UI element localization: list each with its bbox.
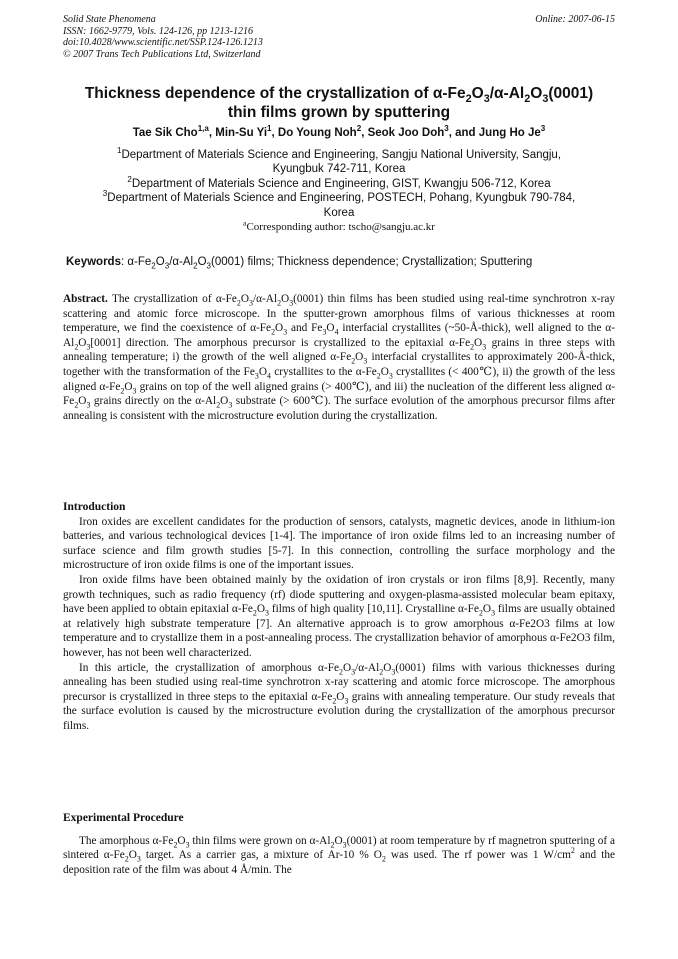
affiliation-cont: Kyungbuk 742-711, Korea	[272, 163, 406, 176]
journal-name: Solid State Phenomena	[63, 14, 156, 25]
affiliation: $^1$Department of Materials Science and Engineering, Sangju National University, Sangju,	[116, 146, 562, 161]
author-list: Tae Sik Cho$^{1,a}$, Min-Su Yi$^1$, Do Young Noh$^2$, Seok Joo Doh$^3$, and Jung Ho Je$^3$	[132, 124, 546, 139]
copyright-line: © 2007 Trans Tech Publications Ltd, Switzerland	[63, 48, 261, 60]
affiliation: $^3$Department of Materials Science and Engineering, POSTECH, Pohang, Kyungbuk 790-784,	[102, 189, 576, 205]
affiliation: $^2$Department of Materials Science and Engineering, GIST, Kwangju 506-712, Korea	[127, 174, 551, 190]
corresponding-author: $^a$Corresponding author: tscho@sangju.ac.kr	[243, 218, 435, 234]
paragraph: Iron oxide films have been obtained mainly by the oxidation of iron crystals or iron films [8,9]. Recently, many growth techniques, such as radio frequency (rf) diode sputtering and oxygen-plasma-assisted molecular beam epitaxy, have been applied to obtain epitaxial $\alpha-Fe_2O_3$ films of high quality [10,11]. Crystalline $\alpha-Fe_2O_3$ films are usually obtained at relatively high substrate temperature [7]. An alternative approach is to grow amorphous α-Fe2O3 films at low temperature and to crystallize them in a post-annealing process. The crystallization behavior of amorphous α-Fe2O3 film, however, has not been well characterized.	[63, 573, 616, 659]
author: Min-Su Yi	[215, 127, 268, 139]
author: Do Young Noh	[277, 127, 357, 139]
journal-header	[63, 14, 615, 60]
title-line-2: thin films grown by sputtering	[227, 104, 451, 121]
paper-title	[40, 84, 638, 122]
doi-line: doi:10.4028/www.scientific.net/SSP.124-126.1213	[63, 37, 263, 48]
issn-line: ISSN: 1662-9779, Vols. 124-126, pp 1213-1216	[63, 25, 253, 37]
abstract-label: Abstract.	[63, 293, 108, 305]
author: Tae Sik Cho	[132, 127, 198, 139]
paragraph: The amorphous $\alpha-Fe_2O_3$ thin films were grown on $\alpha-Al_2O_3(0001)$ at room temperature by rf magnetron sputtering of a sintered $\alpha-Fe_2O_3$ target. As a carrier gas, a mixture of Ar-10 % $O_2$ was used. The rf power was 1 $W/cm^2$ and the deposition rate of the film was about 4 Å/min. The	[63, 834, 615, 876]
paragraph: In this article, the crystallization of amorphous $\alpha-Fe_2O_3/\alpha-Al_2O_3(0001)$ films with various thicknesses during annealing has been studied using real-time synchrotron x-ray scattering and atomic force microscope. The amorphous precursor is crystallized in three steps to the epitaxial $\alpha-Fe_2O_3$ grains with annealing temperature. Our study reveals that the surface evolution is caused by the microstructure evolution during the crystallization of the amorphous precursor films.	[63, 661, 615, 732]
title-line-1: Thickness dependence of the crystallization of $\alpha-Fe_2O_3/\alpha-Al_2O_3(0001)$	[84, 85, 594, 106]
online-date: Online: 2007-06-15	[535, 14, 615, 25]
keywords-label: Keywords	[66, 256, 121, 268]
experimental-section	[63, 811, 615, 877]
affiliation-list	[40, 148, 638, 234]
abstract: Abstract. The crystallization of $\alpha-Fe_2O_3/\alpha-Al_2O_3(0001)$ thin films has been studied using real-time synchrotron x-ray scattering and atomic force microscope. In the sputter-grown amorphous films of various thicknesses at room temperature, we find the coexistence of $\alpha-Fe_2O_3$ and $Fe_3O_4$ interfacial crystallites (~50-Å-thick), well aligned to the $\alpha-Al_2O_3[0001]$ direction. The amorphous precursor is crystallized to the epitaxial $\alpha-Fe_2O_3$ grains in three steps with annealing temperature; i) the growth of the well aligned $\alpha-Fe_2O_3$ interfacial crystallites to approximately 200-Å-thick, together with the transformation of the $Fe_3O_4$ crystallites to the $\alpha-Fe_2O_3$ crystallites (< 400℃), ii) the growth of the less aligned $\alpha-Fe_2O_3$ grains on top of the well aligned grains (> 400℃), and iii) the nucleation of the different less aligned $\alpha-Fe_2O_3$ grains directly on the $\alpha-Al_2O_3$ substrate (> 600℃). The surface evolution of the amorphous precursor films after annealing is consistent with the microstructure evolution during the crystallization.	[63, 293, 615, 422]
author: Jung Ho Je	[478, 127, 541, 139]
paragraph: Iron oxides are excellent candidates for the production of sensors, catalysts, magnetic devices, anode in lithium-ion batteries, and various technological devices [1-4]. The importance of iron oxide films led to an increasing number of surface science and film growth studies [5-7]. In this connection, controlling the surface morphology and the microstructure of iron oxide films is one of the important issues.	[63, 515, 615, 572]
author: Seok Joo Doh	[367, 127, 445, 139]
experimental-heading: Experimental Procedure	[63, 812, 184, 824]
introduction-heading: Introduction	[63, 501, 126, 513]
introduction-section	[63, 500, 615, 734]
keywords: Keywords: $\alpha-Fe_2O_3/\alpha-Al_2O_3(0001)$ films; Thickness dependence; Crystallization; Sputtering	[66, 256, 533, 271]
affiliation-cont: Korea	[323, 206, 355, 219]
